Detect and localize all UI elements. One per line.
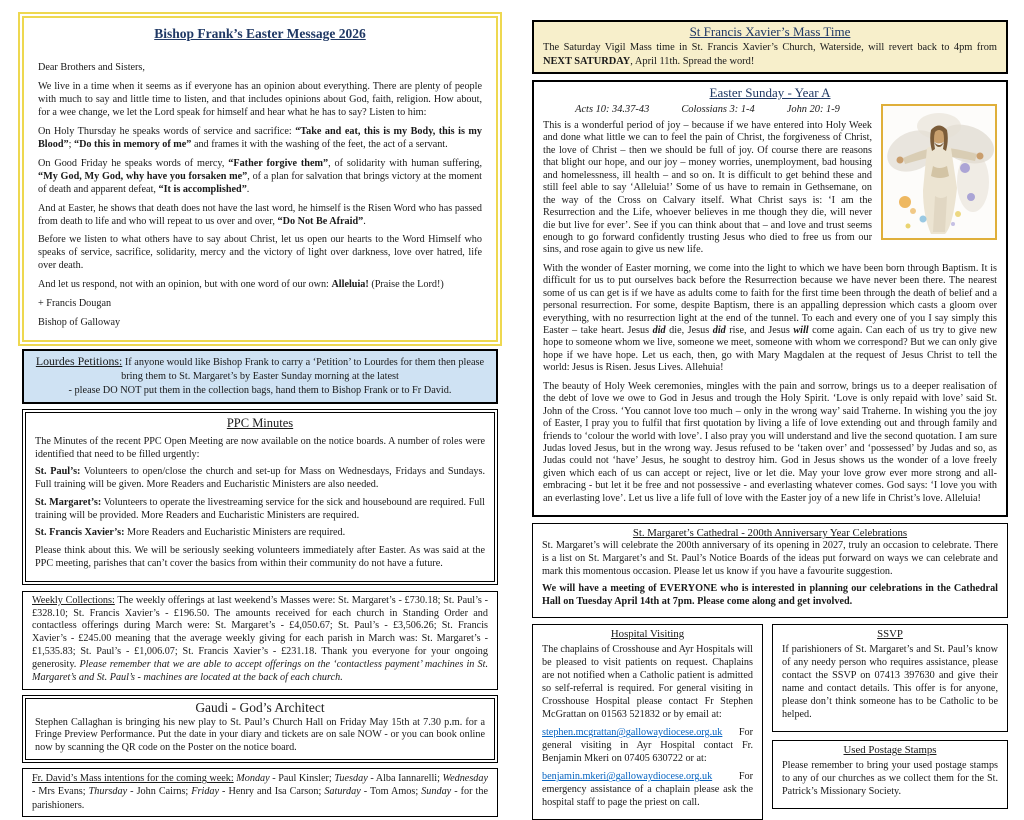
ppc-minutes-paragraph: The Minutes of the recent PPC Open Meeting are now available on the notice boards. A number of roles were identified that need to be filled urgently: (35, 435, 485, 460)
risen-christ-image (881, 104, 997, 240)
hospital-visiting-paragraph: stephen.mcgrattan@gallowaydiocese.org.uk For general visiting in Ayr Hospital contact Fr. Benjamin Mkeri on 07405 630722 or at: (542, 727, 753, 765)
reading-second: Colossians 3: 1-4 (681, 104, 755, 116)
hospital-visiting-paragraph: benjamin.mkeri@gallowaydiocese.org.uk For emergency assistance of a chaplain please ask the hospital staff to page the priest on call. (542, 771, 753, 809)
bishop-message-paragraph: Bishop of Galloway (38, 317, 121, 329)
hospital-visiting-paragraph: The chaplains of Crosshouse and Ayr Hospitals will be pleased to visit patients on request. Chaplains are not notified when a Catholic patient is admitted so self-referral is required. For general visiting in Crosshouse Hospital please contact Fr Stephen McGrattan on 01563 521832 or by email at: (542, 643, 753, 721)
used-postage-stamps-title: Used Postage Stamps (843, 744, 937, 757)
bishop-message-paragraph: + Francis Dougan (38, 298, 112, 310)
newsletter-page-right (532, 20, 1008, 820)
bishop-message-paragraph: Before we listen to what others have to say about Christ, let us open our hearts to the Word Himself who speaks of service, sacrifice, solidarity, mercy and the victory of light over darkness, love over hatred, life over death. (38, 234, 482, 272)
ppc-minutes-paragraph: St. Paul’s: Volunteers to open/close the church and set-up for Mass on Wednesdays, Fridays and Sundays. Full training will be given. More Readers and Eucharistic Ministers are also needed. (35, 466, 485, 491)
easter-sunday-title: Easter Sunday - Year A (709, 85, 831, 101)
mass-intentions-paragraph: Fr. David’s Mass intentions for the coming week: Monday - Paul Kinsler; Tuesday - Alba Iannarelli; Wednesday - Mrs Evans; Thursday - John Cairns; Friday - Henry and Isa Carson; Saturday - Tom Amos; Sunday - for the parishioners. (32, 773, 489, 811)
bottom-notices-row (532, 624, 1008, 820)
bishop-message-title: Bishop Frank’s Easter Message 2026 (154, 26, 366, 41)
bishop-message-paragraph: On Good Friday he speaks words of mercy, “Father forgive them”, of solidarity with human suffering, “My God, My God, why have you forsaken me”, of a plan for salvation that brings victory at the moment of death and apparent defeat, “It is accomplished”. (38, 157, 482, 195)
easter-sunday-paragraph: The beauty of Holy Week ceremonies, mingles with the pain and sorrow, brings us to a deeper realisation of the debt of love we owe to God in Jesus and trough the Holy Spirit. ‘Love is only repaid with love’ said St. John of the Cross. ‘You cannot love too much – only in the wrong way’ said Traherne. In wishing you the joy of Easter, I pray you to fulfil that first quotation by living a life of love extending out and through family and friends to ‘colour the world with love’. I also pray you will understand and live the second quotation. I am sure Judas loved Jesus, but in the wrong way. Jesus refused to be ‘taken over’ and ‘possessed’ by Judas and so, as Judas could not ‘have’ Jesus, he sought to destroy him. God in Jesus shows us the wonder of a love freely given which each of us can accept or reject, live or let die. May your love grow ever more strong and all-embracing - but let it be free and not possessive - and everlasting whatever comes. God says: ‘I love you with an everlasting love’. Let us live a life full of love with the Easter joy of a new life in Christ’s love. Alleluia! (543, 380, 997, 504)
ppc-minutes-paragraph: St. Francis Xavier’s: More Readers and Eucharistic Ministers are required. (35, 527, 346, 539)
weekly-collections-paragraph: Weekly Collections: The weekly offerings at last weekend’s Masses were: St. Margaret’s - £730.18; St. Paul’s - £328.10; St. Francis Xavier’s - £196.50. The amounts received for each church in Standing Order and contactless offerings during March were: St. Margaret’s - £4,050.67; St. Paul’s - £3,506.26; St. Francis Xavier’s - £245.00 meaning that the average weekly giving for each parish in March was: St. Margaret’s - £1,535.83; St. Paul’s - £1,006.07; St. Francis Xavier’s - £231.18. Thank you everyone for your ongoing generosity. Please remember that we are able to accept offerings on the ‘contactless payment’ machines in St. Margaret’s and St. Paul’s - machines are located at the back of each church. (32, 594, 488, 683)
used-postage-stamps-paragraph: Please remember to bring your used postage stamps to any of our churches as we collect them for the St. Patrick’s Missionary Society. (782, 760, 998, 798)
sfx-mass-time-title: St Francis Xavier’s Mass Time (689, 24, 851, 39)
reading-gospel: John 20: 1-9 (786, 104, 840, 116)
weekly-collections-box (22, 591, 498, 690)
ppc-minutes-title: PPC Minutes (226, 415, 294, 430)
sfx-mass-time-paragraph: The Saturday Vigil Mass time in St. Francis Xavier’s Church, Waterside, will revert back to 4pm from NEXT SATURDAY, April 11th. Spread the word! (543, 42, 997, 67)
lourdes-petitions-line: Lourdes Petitions: If anyone would like Bishop Frank to carry a ‘Petition’ to Lourdes for them then please bring them to St. Margaret’s by Easter Sunday morning at the latest (35, 354, 485, 383)
easter-sunday-paragraph: With the wonder of Easter morning, we come into the light to which we have been born through Baptism. It is difficult for us to put ourselves back before the Resurrection because we have never been there. The nearest some of us can get is if we have as adults come to faith for the first time been through the death of belief and a personal resurrection. For some, despite Baptism, there is an appalling depression which casts a gloom over everything, with no resurrection light at the end of the tunnel. To each and every one of you I say simply this Easter – take heart. Jesus did die, Jesus did rise, and Jesus will come again. Can each of us try to give new hope to someone whom we live, someone we meet, someone with whom we correspond? But we can only give hope if we have hope. Let us each, then, go with Mary Magdalen at the request of Jesus Christ to tell the world: Jesus is Risen. Jesus Lives. Allehuia! (543, 262, 997, 374)
hospital-visiting-body (542, 643, 753, 810)
gaudi-play-paragraph: Stephen Callaghan is bringing his new play to St. Paul’s Church Hall on Friday May 15th at 7.30 p.m. for a Fringe Preview Performance. Put the date in your diary and tickets are on sale NOW - or you can book online now by scanning the QR code on the Poster on the notice board. (35, 716, 485, 754)
sfx-mass-time-box (532, 20, 1008, 74)
newsletter-page-left (22, 16, 498, 817)
bishop-message-body (38, 62, 482, 330)
bishop-message-paragraph: And at Easter, he shows that death does not have the last word, he himself is the Risen Word who has passed from death to life and who will repeat to us over and over, “Do Not Be Afraid”. (38, 202, 482, 227)
easter-sunday-box (532, 80, 1008, 517)
ssvp-box (772, 624, 1008, 732)
easter-readings (543, 104, 872, 115)
email-link[interactable]: stephen.mcgrattan@gallowaydiocese.org.uk (542, 727, 723, 739)
email-link[interactable]: benjamin.mkeri@gallowaydiocese.org.uk (542, 771, 713, 783)
ppc-minutes-body (35, 436, 485, 571)
used-postage-stamps-box (772, 740, 1008, 809)
hospital-visiting-box (532, 624, 763, 820)
easter-sunday-paragraph: This is a wonderful period of joy – because if we have entered into Holy Week and done what little we can to feel the pain of Christ, the forgiveness of Christ, the love of Christ – then we should be full of joy. Of course there are reasons that blight our hope, and our joy – money worries, unemployment, bad housing and homelessness, ill health – and so on. It is difficult to get behind these and still feel able to say ‘Alleluia!’ Some of us have to remain in Gethsemane, on the way of the Cross on Calvary itself. What Christ says is: ‘I am the Resurrection and the Life, whoever believes in me though they die, will never die but live for ever’. See if you can think about that – and love and trust seems enough to go forward confidently trusting Jesus who died to free us from our sins, and rose again to give us new life. (543, 120, 872, 256)
ppc-minutes-box (22, 409, 498, 585)
cathedral-anniversary-box (532, 523, 1008, 618)
lourdes-petitions-text (34, 354, 486, 398)
hospital-visiting-title: Hospital Visiting (610, 627, 685, 640)
bishop-message-paragraph: On Holy Thursday he speaks words of service and sacrifice: “Take and eat, this is my Body, this is my Blood”; “Do this in memory of me” and frames it with the washing of the feet, the act of a servant. (38, 125, 482, 150)
ppc-minutes-paragraph: St. Margaret’s: Volunteers to operate the livestreaming service for the sick and housebound are required. Full training will be provided. More Readers and Eucharistic Ministers are required. (35, 496, 485, 521)
lourdes-petitions-box (22, 349, 498, 404)
lourdes-petitions-line: - please DO NOT put them in the collection bags, hand them to Bishop Frank or to Fr David. (68, 385, 452, 397)
bottom-right-stack (772, 624, 1008, 820)
cathedral-anniversary-body (542, 540, 998, 609)
ssvp-paragraph: If parishioners of St. Margaret’s and St. Paul’s know of any needy person who requires assistance, please contact the SSVP on 07413 397630 and give their name and contact details. This offer is for anyone, please don’t think someone has to be Catholic to be helped. (782, 643, 998, 721)
mass-intentions-box (22, 768, 498, 817)
cathedral-anniversary-paragraph: St. Margaret’s will celebrate the 200th anniversary of its opening in 2027, truly an occasion to celebrate. There is a list on St. Margaret’s and St. Paul’s Notice Boards of the ideas put forward on ways we can celebrate and mark this momentous occasion. Please let us know if you have a favourite suggestion. (542, 540, 998, 577)
gaudi-play-title: Gaudi - God’s Architect (195, 699, 325, 715)
reading-first: Acts 10: 34.37-43 (575, 104, 650, 116)
ppc-minutes-paragraph: Please think about this. We will be seriously seeking volunteers immediately after Easter. As was said at the PPC meeting, parishes that can’t cover the basics from within their community do not have a future. (35, 545, 485, 569)
bishop-message-paragraph: And let us respond, not with an opinion, but with one word of our own: Alleluia! (Praise the Lord!) (38, 279, 444, 291)
gaudi-play-box (22, 695, 498, 764)
cathedral-anniversary-paragraph: We will have a meeting of EVERYONE who is interested in planning our celebrations in the Cathedral Hall on Tuesday April 14th at 7pm. Please come along and get involved. (542, 583, 998, 608)
bishop-message-paragraph: Dear Brothers and Sisters, (38, 62, 145, 73)
bishop-message-paragraph: We live in a time when it seems as if everyone has an opinion about everything. There are plenty of people with much to say and little time to listen, and that includes opinions about God, faith, religion. How about, for a wee change, we let the Lord speak for himself and hear what he has to say? Listen to him: (38, 80, 482, 118)
ssvp-title: SSVP (877, 627, 903, 640)
cathedral-anniversary-title: St. Margaret’s Cathedral - 200th Anniversary Year Celebrations (632, 527, 908, 540)
bishop-easter-message-box (22, 16, 498, 342)
